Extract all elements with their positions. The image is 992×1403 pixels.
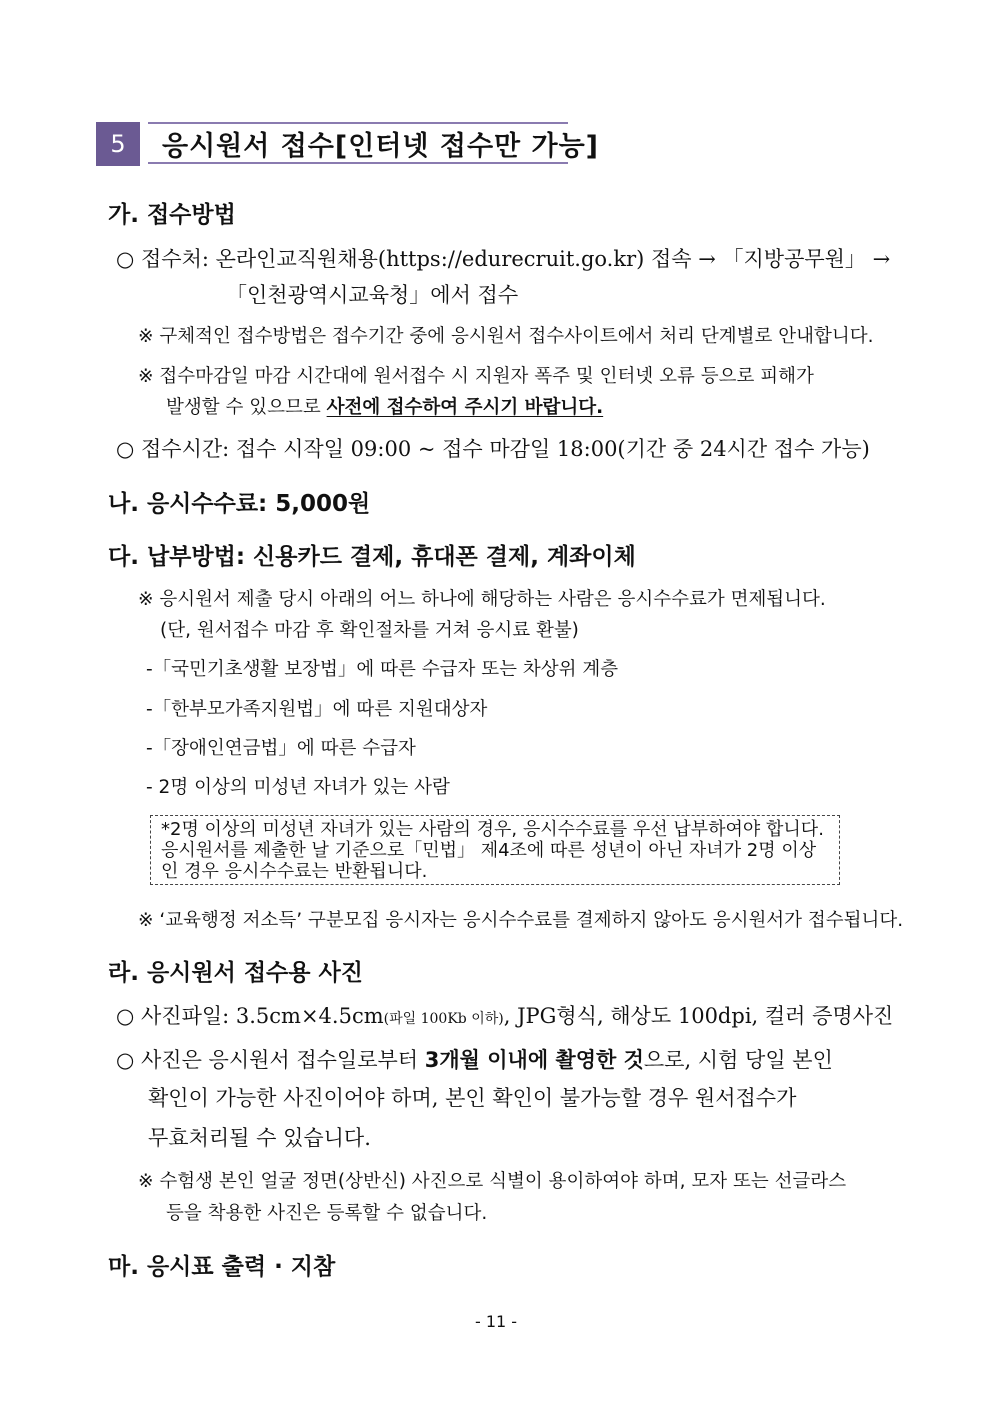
photo-file-suffix: , JPG형식, 해상도 100dpi, 컬러 증명사진 bbox=[503, 1004, 894, 1028]
photo-rule-suffix: 으로, 시험 당일 본인 bbox=[643, 1048, 833, 1072]
exemption-item: - 2명 이상의 미성년 자녀가 있는 사람 bbox=[146, 777, 450, 798]
heading-da-suffix: : 신용카드 결제, 휴대폰 결제, 계좌이체 bbox=[235, 544, 636, 570]
exemption-item: -「한부모가족지원법」에 따른 지원대상자 bbox=[146, 699, 488, 720]
photo-note-line-1: ※ 수험생 본인 얼굴 정면(상반신) 사진으로 식별이 용이하여야 하며, 모자 또는 선글라스 bbox=[138, 1171, 847, 1192]
note-deadline-emphasis: 사전에 접수하여 주시기 바랍니다. bbox=[326, 397, 604, 418]
time-line: ○ 접수시간: 접수 시작일 09:00 ~ 접수 마감일 18:00(기간 중 24시간 접수 가능) bbox=[116, 437, 870, 461]
refund-notice-box: *2명 이상의 미성년 자녀가 있는 사람의 경우, 응시수수료를 우선 납부하여야 합니다. 응시원서를 제출한 날 기준으로「민법」 제4조에 따른 성년이 아닌 자녀가 2명 이상인 경우 응시수수료는 반환됩니다. bbox=[150, 815, 840, 885]
photo-rule-line-3: 무효처리될 수 있습니다. bbox=[148, 1126, 371, 1150]
section-title: 응시원서 접수[인터넷 접수만 가능] bbox=[148, 122, 568, 164]
note-method: ※ 구체적인 접수방법은 접수기간 중에 응시원서 접수사이트에서 처리 단계별로 안내합니다. bbox=[138, 326, 874, 347]
page-number: - 11 - bbox=[474, 1312, 518, 1331]
heading-ma: 마. 응시표 출력 · 지참 bbox=[108, 1254, 336, 1280]
heading-na: 나. 응시수수료: 5,000원 bbox=[108, 491, 371, 517]
photo-rule-line-2: 확인이 가능한 사진이어야 하며, 본인 확인이 불가능할 경우 원서접수가 bbox=[148, 1086, 797, 1110]
note-deadline-prefix: 발생할 수 있으므로 bbox=[166, 397, 327, 418]
note-deadline-line-1: ※ 접수마감일 마감 시간대에 원서접수 시 지원자 폭주 및 인터넷 오류 등으로 피해가 bbox=[138, 366, 814, 387]
photo-rule-emphasis: 3개월 이내에 촬영한 것 bbox=[424, 1048, 644, 1072]
low-income-note: ※ ‘교육행정 저소득’ 구분모집 응시자는 응시수수료를 결제하지 않아도 응시원서가 접수됩니다. bbox=[138, 910, 904, 931]
place-line-2: 「인천광역시교육청」에서 접수 bbox=[226, 283, 519, 307]
photo-rule-line-1 bbox=[116, 1044, 833, 1074]
photo-file-line bbox=[116, 1000, 893, 1030]
photo-file-size: (파일 100Kb 이하) bbox=[383, 1011, 504, 1027]
heading-da bbox=[108, 538, 636, 571]
heading-da-prefix: 다. 납부방법 bbox=[108, 544, 236, 570]
exemption-item: -「국민기초생활 보장법」에 따른 수급자 또는 차상위 계층 bbox=[146, 659, 619, 680]
exemption-note-line-2: (단, 원서접수 마감 후 확인절차를 거쳐 응시료 환불) bbox=[160, 620, 579, 641]
place-line-1: ○ 접수처: 온라인교직원채용(https://edurecruit.go.kr) 접속 → 「지방공무원」 → bbox=[116, 247, 891, 271]
photo-note-line-2: 등을 착용한 사진은 등록할 수 없습니다. bbox=[166, 1203, 488, 1224]
photo-file-prefix: ○ 사진파일: 3.5cm×4.5cm bbox=[116, 1004, 384, 1028]
section-number-badge: 5 bbox=[96, 122, 140, 166]
note-deadline-line-2 bbox=[166, 393, 603, 419]
exemption-item: -「장애인연금법」에 따른 수급자 bbox=[146, 738, 416, 759]
heading-ra: 라. 응시원서 접수용 사진 bbox=[108, 960, 363, 986]
heading-ga: 가. 접수방법 bbox=[108, 202, 236, 228]
photo-rule-prefix: ○ 사진은 응시원서 접수일로부터 bbox=[116, 1048, 425, 1072]
exemption-note-line-1: ※ 응시원서 제출 당시 아래의 어느 하나에 해당하는 사람은 응시수수료가 면제됩니다. bbox=[138, 589, 826, 610]
